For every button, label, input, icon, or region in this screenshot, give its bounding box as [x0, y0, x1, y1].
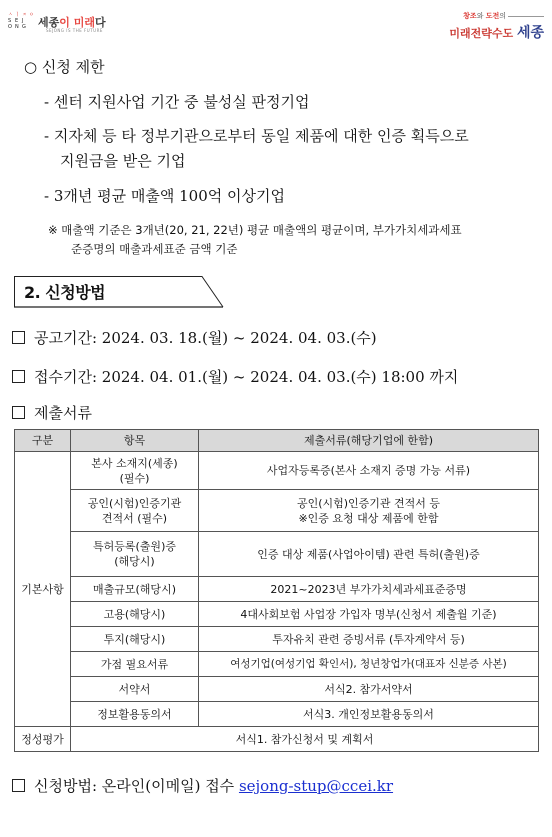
item-cell: 매출규모(해당시) — [71, 577, 199, 602]
doc-cell: 사업자등록증(본사 소재지 증명 가능 서류) — [199, 452, 539, 490]
checkbox-icon — [12, 370, 25, 383]
restriction-item: - 3개년 평균 매출액 100억 이상기업 — [44, 187, 285, 205]
table-row — [15, 702, 539, 727]
logo-wordmark: 세종이 미래다 — [38, 16, 106, 29]
restriction-item: - 지자체 등 타 정부기관으로부터 동일 제품에 대한 인증 획득으로 — [44, 127, 469, 145]
column-header: 구분 — [15, 430, 71, 452]
item-cell: 가점 필요서류 — [71, 652, 199, 677]
restriction-item-continued: 지원금을 받은 기업 — [60, 152, 186, 170]
item-cell: 특허등록(출원)증 (해당시) — [71, 532, 199, 577]
table-row — [15, 577, 539, 602]
item-cell: 공인(시험)인증기관 견적서 (필수) — [71, 490, 199, 532]
logo-city-name: 미래전략수도 세종 — [449, 25, 544, 41]
doc-cell: 여성기업(여성기업 확인서), 청년창업가(대표자 신분증 사본) — [199, 652, 539, 677]
group-cell-eval: 정성평가 — [15, 727, 71, 752]
table-header-row — [15, 430, 539, 452]
logo-slogan: 창조와 도전의 — [434, 11, 544, 21]
receipt-period: 접수기간: 2024. 04. 01.(월) ~ 2024. 04. 03.(수) 18:00 까지 — [12, 366, 458, 387]
checkbox-icon — [12, 331, 25, 344]
table-row — [15, 652, 539, 677]
sejong-future-logo: ㅅ S O ㅣ E N ㅈ J G ㅇ 세종이 미래다 SEJONG IS THE FUTURE — [8, 12, 106, 33]
logo-tagline: SEJONG IS THE FUTURE — [46, 28, 103, 33]
item-cell: 고용(해당시) — [71, 602, 199, 627]
item-cell: 서약서 — [71, 677, 199, 702]
column-header: 항목 — [71, 430, 199, 452]
doc-cell: 4대사회보험 사업장 가입자 명부(신청서 제출월 기준) — [199, 602, 539, 627]
doc-cell: 2021~2023년 부가가치세과세표준증명 — [199, 577, 539, 602]
item-cell: 본사 소재지(세종) (필수) — [71, 452, 199, 490]
doc-cell: 서식2. 참가서약서 — [199, 677, 539, 702]
item-cell: 정보활용동의서 — [71, 702, 199, 727]
checkbox-icon — [12, 779, 25, 792]
restriction-item: - 센터 지원사업 기간 중 불성실 판정기업 — [44, 93, 310, 111]
group-cell-basic: 기본사항 — [15, 452, 71, 727]
section-title: 2. 신청방법 — [24, 283, 106, 302]
documents-label: 제출서류 — [12, 402, 92, 423]
doc-cell: 공인(시험)인증기관 견적서 등 ※인증 요청 대상 제품에 한함 — [199, 490, 539, 532]
doc-cell: 서식3. 개인정보활용동의서 — [199, 702, 539, 727]
page-header — [0, 0, 552, 44]
doc-cell: 인증 대상 제품(사업아이템) 관련 특허(출원)증 — [199, 532, 539, 577]
table-row — [15, 452, 539, 490]
doc-cell: 서식1. 참가신청서 및 계획서 — [71, 727, 539, 752]
section-heading — [14, 276, 224, 308]
sales-criteria-note: ※ 매출액 기준은 3개년(20, 21, 22년) 평균 매출액의 평균이며, 부가가치세과세표 — [48, 223, 462, 237]
restrictions-heading: ○ 신청 제한 — [24, 58, 105, 76]
email-link[interactable]: sejong-stup@ccei.kr — [238, 777, 394, 795]
table-row — [15, 677, 539, 702]
application-method: 신청방법: 온라인(이메일) 접수 sejong-stup@ccei.kr — [12, 775, 393, 796]
checkbox-icon — [12, 406, 25, 419]
table-row — [15, 627, 539, 652]
announcement-period: 공고기간: 2024. 03. 18.(월) ~ 2024. 04. 03.(수) — [12, 327, 377, 348]
column-header: 제출서류(해당기업에 한함) — [199, 430, 539, 452]
table-row — [15, 727, 539, 752]
sejong-capital-logo — [434, 11, 544, 39]
table-row — [15, 602, 539, 627]
sales-criteria-note-continued: 준증명의 매출과세표준 금액 기준 — [71, 242, 238, 256]
required-documents-table — [14, 429, 539, 752]
doc-cell: 투자유치 관련 증빙서류 (투자계약서 등) — [199, 627, 539, 652]
table-row — [15, 532, 539, 577]
item-cell: 투지(해당시) — [71, 627, 199, 652]
table-row — [15, 490, 539, 532]
